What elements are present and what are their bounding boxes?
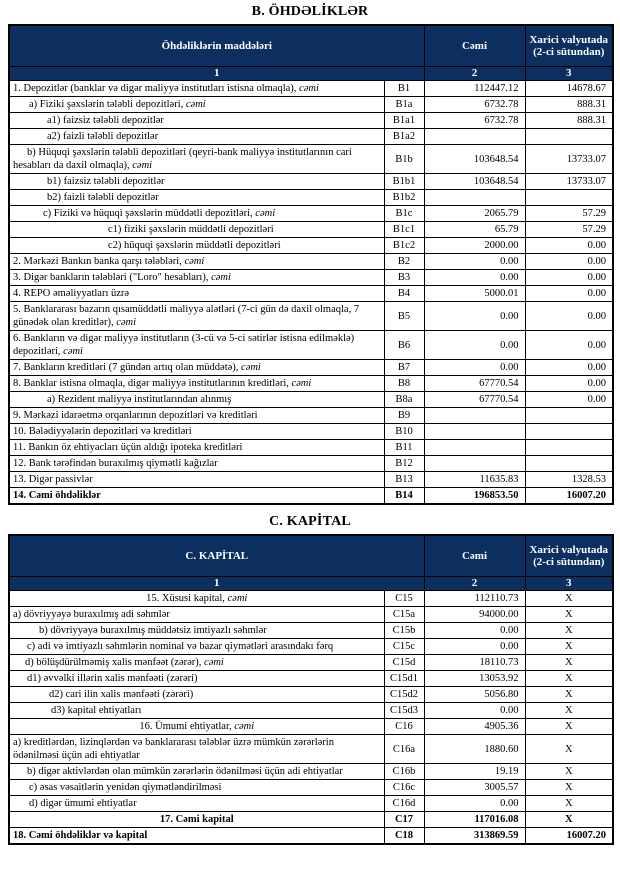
table-row [9,488,613,505]
row-total-value: 0.00 [424,254,525,270]
row-label: 16. Ümumi ehtiyatlar, cəmi [9,719,384,735]
row-code: B7 [384,360,424,376]
table-row [9,331,613,360]
liabilities-table-body [9,81,613,505]
table-row [9,145,613,174]
row-total-value: 13053.92 [424,671,525,687]
row-foreign-value: 14678.67 [525,81,613,97]
table-row [9,703,613,719]
row-label: a) kreditlərdən, lizinqlərdən və banklararası tələblər üzrə mümkün zərərlərin ödənilməsi üçün adi ehtiyatlar [9,735,384,764]
row-total-value: 1880.60 [424,735,525,764]
row-code: B10 [384,424,424,440]
row-foreign-value: X [525,812,613,828]
row-code: B1 [384,81,424,97]
row-label: 2. Mərkəzi Bankın banka qarşı tələbləri, cəmi [9,254,384,270]
row-label: 12. Bank tərəfindən buraxılmış qiymətli kağızlar [9,456,384,472]
row-label: b1) faizsiz tələbli depozitlər [9,174,384,190]
row-code: C15d [384,655,424,671]
row-label: b) dövriyyəyə buraxılmış müddətsiz imtiyazlı səhmlər [9,623,384,639]
table-row [9,254,613,270]
row-foreign-value: 0.00 [525,392,613,408]
row-label: 1. Depozitlər (banklar və digər maliyyə institutları istisna olmaqla), cəmi [9,81,384,97]
row-foreign-value: 0.00 [525,238,613,254]
row-code: C15a [384,607,424,623]
row-code: B8a [384,392,424,408]
row-total-value: 0.00 [424,639,525,655]
liabilities-header-row [9,25,613,67]
row-foreign-value: X [525,780,613,796]
row-label: 9. Mərkəzi idarəetmə orqanlarının depozitləri və kreditləri [9,408,384,424]
capital-table-body [9,591,613,845]
row-foreign-value: X [525,687,613,703]
row-foreign-value: X [525,591,613,607]
row-code: C15c [384,639,424,655]
row-code: B5 [384,302,424,331]
row-foreign-value: 1328.53 [525,472,613,488]
row-label: c1) fiziki şəxslərin müddətli depozitləri [9,222,384,238]
row-label: a) Rezident maliyyə institutlarından alınmış [9,392,384,408]
row-total-value: 0.00 [424,703,525,719]
row-total-value [424,408,525,424]
row-total-value: 0.00 [424,331,525,360]
liabilities-column-number-row [9,67,613,81]
row-code: B1a [384,97,424,113]
row-label: c2) hüquqi şəxslərin müddətli depozitləri [9,238,384,254]
row-foreign-value: X [525,796,613,812]
row-label: 10. Bələdiyyələrin depozitləri və kreditləri [9,424,384,440]
table-row [9,796,613,812]
row-label: d) digər ümumi ehtiyatlar [9,796,384,812]
row-code: B11 [384,440,424,456]
row-code: C16a [384,735,424,764]
row-total-value: 0.00 [424,796,525,812]
row-code: C15d2 [384,687,424,703]
row-foreign-value: X [525,623,613,639]
column-number-1: 1 [9,577,424,591]
row-label: 11. Bankın öz ehtiyacları üçün aldığı ipoteka kreditləri [9,440,384,456]
row-code: C15 [384,591,424,607]
row-label: b) Hüquqi şəxslərin tələbli depozitləri (qeyri-bank maliyyə institutlarının cari hesabları da daxil olmaqla), cəmi [9,145,384,174]
table-row [9,360,613,376]
row-code: B1c2 [384,238,424,254]
table-row [9,812,613,828]
row-label: 17. Cəmi kapital [9,812,384,828]
row-label: d1) əvvəlki illərin xalis mənfəəti (zərəri) [9,671,384,687]
row-code: B12 [384,456,424,472]
row-code: C18 [384,828,424,845]
table-row [9,270,613,286]
table-row [9,206,613,222]
row-code: B6 [384,331,424,360]
row-foreign-value: 57.29 [525,206,613,222]
row-code: B1b [384,145,424,174]
table-row [9,174,613,190]
table-row [9,286,613,302]
row-foreign-value: 13733.07 [525,145,613,174]
row-label: b2) faizli tələbli depozitlər [9,190,384,206]
row-total-value: 0.00 [424,360,525,376]
row-foreign-value [525,424,613,440]
row-foreign-value: 0.00 [525,270,613,286]
row-code: B3 [384,270,424,286]
row-total-value: 4905.36 [424,719,525,735]
column-number-3: 3 [525,67,613,81]
table-row [9,97,613,113]
row-total-value [424,129,525,145]
row-label: 3. Digər bankların tələbləri ("Loro" hesabları), cəmi [9,270,384,286]
row-label: 7. Bankların kreditləri (7 gündən artıq olan müddətə), cəmi [9,360,384,376]
row-total-value: 5056.80 [424,687,525,703]
column-number-2: 2 [424,577,525,591]
row-label: b) digər aktivlərdən olan mümkün zərərlərin ödənilməsi üçün adi ehtiyatlar [9,764,384,780]
row-label: 15. Xüsusi kapital, cəmi [9,591,384,607]
table-row [9,238,613,254]
column-header-total: Cəmi [424,25,525,67]
row-foreign-value: 16007.20 [525,488,613,505]
table-row [9,735,613,764]
table-row [9,392,613,408]
table-row [9,456,613,472]
row-foreign-value: 888.31 [525,113,613,129]
row-total-value [424,456,525,472]
row-label: d) bölüşdürülməmiş xalis mənfəət (zərər), cəmi [9,655,384,671]
row-label: a) dövriyyəyə buraxılmış adi səhmlər [9,607,384,623]
row-total-value: 0.00 [424,270,525,286]
row-total-value: 19.19 [424,764,525,780]
row-code: B1c1 [384,222,424,238]
table-row [9,190,613,206]
row-foreign-value: 0.00 [525,302,613,331]
row-code: B1b2 [384,190,424,206]
table-row [9,408,613,424]
column-header-foreign-currency: Xarici valyutada (2-ci sütundan) [525,535,613,577]
capital-column-number-row [9,577,613,591]
table-row [9,780,613,796]
row-code: B13 [384,472,424,488]
table-row [9,719,613,735]
row-total-value: 0.00 [424,623,525,639]
column-header-items: C. KAPİTAL [9,535,424,577]
row-total-value: 103648.54 [424,174,525,190]
column-number-3: 3 [525,577,613,591]
table-row [9,607,613,623]
row-total-value: 67770.54 [424,392,525,408]
row-code: B1a1 [384,113,424,129]
table-row [9,113,613,129]
row-label: 8. Banklar istisna olmaqla, digər maliyyə institutlarının kreditləri, cəmi [9,376,384,392]
row-foreign-value [525,408,613,424]
row-total-value: 65.79 [424,222,525,238]
row-foreign-value: X [525,764,613,780]
row-foreign-value: X [525,607,613,623]
row-foreign-value [525,190,613,206]
capital-header-row [9,535,613,577]
row-foreign-value [525,456,613,472]
row-total-value [424,424,525,440]
table-row [9,424,613,440]
column-number-1: 1 [9,67,424,81]
table-row [9,222,613,238]
row-label: c) əsas vəsaitlərin yenidən qiymətləndirilməsi [9,780,384,796]
column-header-total: Cəmi [424,535,525,577]
row-code: B14 [384,488,424,505]
row-foreign-value: 57.29 [525,222,613,238]
row-foreign-value: 0.00 [525,331,613,360]
row-label: 13. Digər passivlər [9,472,384,488]
row-total-value: 5000.01 [424,286,525,302]
row-foreign-value: X [525,703,613,719]
table-row [9,639,613,655]
row-code: C16c [384,780,424,796]
row-label: 6. Bankların və digər maliyyə institutların (3-cü və 5-ci sətirlər istisna edilməklə) depozitləri, cəmi [9,331,384,360]
row-label: 5. Banklararası bazarın qısamüddətli maliyyə alətləri (7-ci gün də daxil olmaqla, 7 günədək olan kreditlər), cəmi [9,302,384,331]
row-code: B9 [384,408,424,424]
row-foreign-value: X [525,655,613,671]
row-total-value [424,440,525,456]
row-foreign-value: 888.31 [525,97,613,113]
row-total-value [424,190,525,206]
row-label: c) adi və imtiyazlı səhmlərin nominal və bazar qiymətləri arasındakı fərq [9,639,384,655]
row-foreign-value: 13733.07 [525,174,613,190]
row-label: d3) kapital ehtiyatları [9,703,384,719]
row-total-value: 2065.79 [424,206,525,222]
row-total-value: 6732.78 [424,97,525,113]
row-total-value: 196853.50 [424,488,525,505]
row-foreign-value: X [525,671,613,687]
row-code: C17 [384,812,424,828]
column-header-items: Öhdəliklərin maddələri [9,25,424,67]
row-foreign-value: X [525,735,613,764]
row-code: C16d [384,796,424,812]
column-header-foreign-currency: Xarici valyutada (2-ci sütundan) [525,25,613,67]
row-total-value: 18110.73 [424,655,525,671]
row-foreign-value: X [525,639,613,655]
table-row [9,376,613,392]
column-number-2: 2 [424,67,525,81]
table-row [9,764,613,780]
row-total-value: 112110.73 [424,591,525,607]
row-code: B8 [384,376,424,392]
row-code: C15b [384,623,424,639]
row-foreign-value: 0.00 [525,376,613,392]
row-foreign-value: 0.00 [525,360,613,376]
table-row [9,655,613,671]
table-row [9,687,613,703]
table-row [9,440,613,456]
table-row [9,302,613,331]
section-b-title: B. ÖHDƏLİKLƏR [251,4,369,19]
table-row [9,591,613,607]
row-label: a1) faizsiz tələbli depozitlər [9,113,384,129]
row-total-value: 6732.78 [424,113,525,129]
row-label: a2) faizli tələbli depozitlər [9,129,384,145]
table-row [9,129,613,145]
row-label: 4. REPO əməliyyatları üzrə [9,286,384,302]
row-label: c) Fiziki və hüquqi şəxslərin müddətli depozitləri, cəmi [9,206,384,222]
row-total-value: 0.00 [424,302,525,331]
row-total-value: 112447.12 [424,81,525,97]
table-row [9,81,613,97]
row-foreign-value [525,129,613,145]
table-row [9,623,613,639]
row-total-value: 11635.83 [424,472,525,488]
row-code: C15d1 [384,671,424,687]
row-total-value: 2000.00 [424,238,525,254]
capital-table [8,534,614,845]
table-row [9,828,613,845]
row-code: B1b1 [384,174,424,190]
row-foreign-value: 16007.20 [525,828,613,845]
row-code: C16b [384,764,424,780]
row-total-value: 313869.59 [424,828,525,845]
row-foreign-value: 0.00 [525,286,613,302]
row-label: 18. Cəmi öhdəliklər və kapital [9,828,384,845]
table-row [9,671,613,687]
row-label: 14. Cəmi öhdəliklər [9,488,384,505]
row-code: B2 [384,254,424,270]
row-total-value: 103648.54 [424,145,525,174]
row-label: a) Fiziki şəxslərin tələbli depozitləri, cəmi [9,97,384,113]
row-code: C15d3 [384,703,424,719]
row-code: B1a2 [384,129,424,145]
row-foreign-value [525,440,613,456]
row-foreign-value: 0.00 [525,254,613,270]
row-total-value: 117016.08 [424,812,525,828]
table-row [9,472,613,488]
liabilities-table [8,24,614,505]
row-label: d2) cari ilin xalis mənfəəti (zərəri) [9,687,384,703]
row-total-value: 67770.54 [424,376,525,392]
row-foreign-value: X [525,719,613,735]
row-code: B1c [384,206,424,222]
row-code: B4 [384,286,424,302]
row-total-value: 3005.57 [424,780,525,796]
section-c-title: C. KAPİTAL [269,514,351,529]
row-code: C16 [384,719,424,735]
row-total-value: 94000.00 [424,607,525,623]
